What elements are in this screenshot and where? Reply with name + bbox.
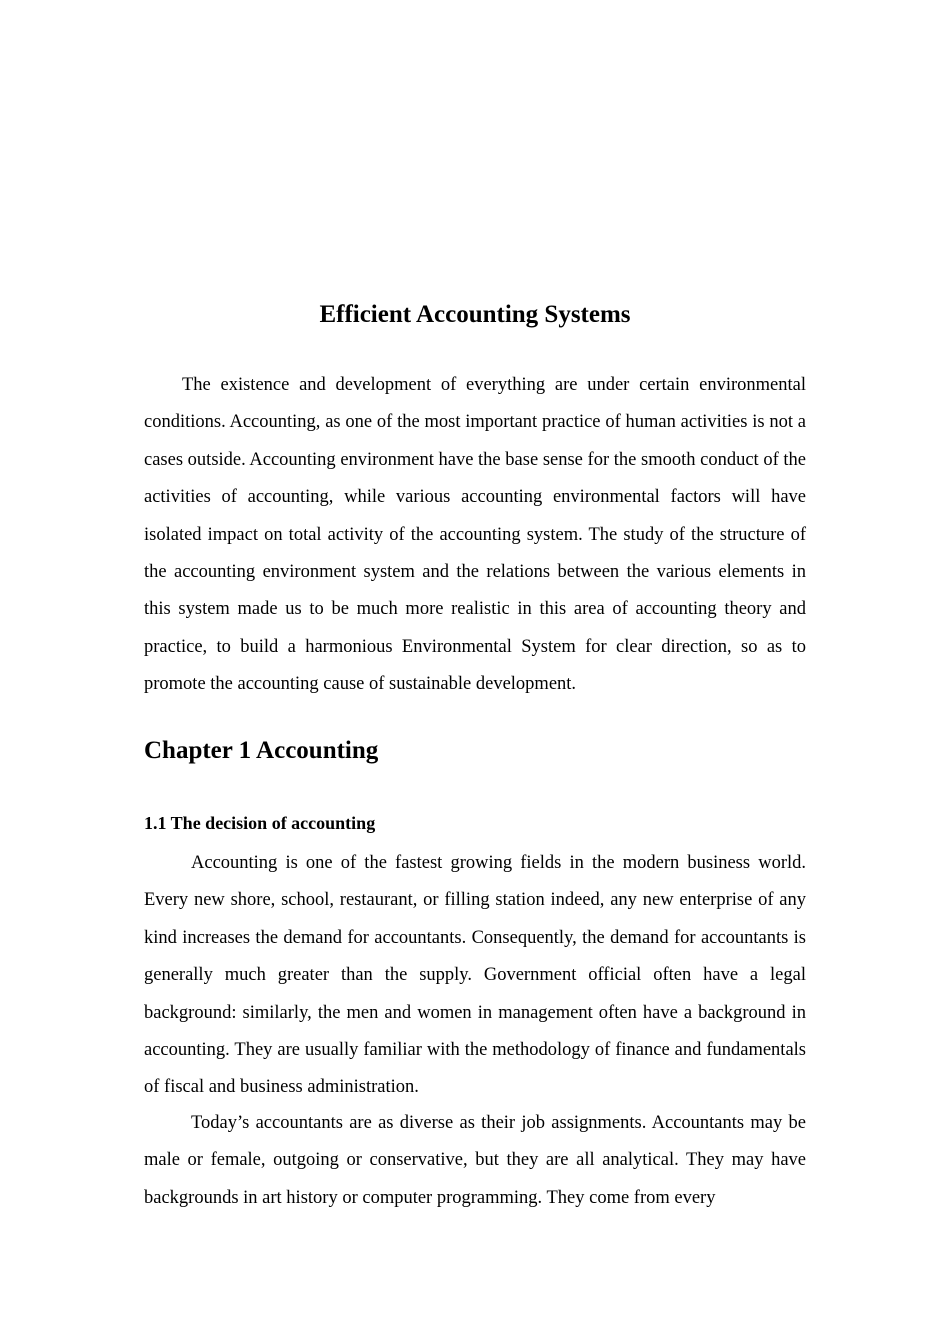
document-title: Efficient Accounting Systems: [319, 301, 631, 328]
intro-paragraph: The existence and development of everything are under certain environmental conditions. Accounting, as one of the most important practice of human activities is not a cases outside. Accounting environment have the base sense for the smooth conduct of the activities of accounting, while various accounting environmental factors will have isolated impact on total activity of the accounting system. The study of the structure of the accounting environment system and the relations between the various elements in this system made us to be much more realistic in this area of accounting theory and practice, to build a harmonious Environmental System for clear direction, so as to promote the accounting cause of sustainable development.: [144, 375, 806, 695]
section-heading: 1.1 The decision of accounting: [144, 813, 376, 833]
section-paragraph-1: Accounting is one of the fastest growing fields in the modern business world. Every new shore, school, restaurant, or filling station indeed, any new enterprise of any kind increases the demand for accountants. Consequently, the demand for accountants is generally much greater than the supply. Government official often have a legal background: similarly, the men and women in management often have a background in accounting. They are usually familiar with the methodology of finance and fundamentals of fiscal and business administration.: [144, 853, 806, 1098]
section-paragraph-2: Today’s accountants are as diverse as their job assignments. Accountants may be male or female, outgoing or conservative, but they are all analytical. They may have backgrounds in art history or computer programming. They come from every: [144, 1113, 806, 1208]
chapter-heading: Chapter 1 Accounting: [144, 737, 379, 764]
